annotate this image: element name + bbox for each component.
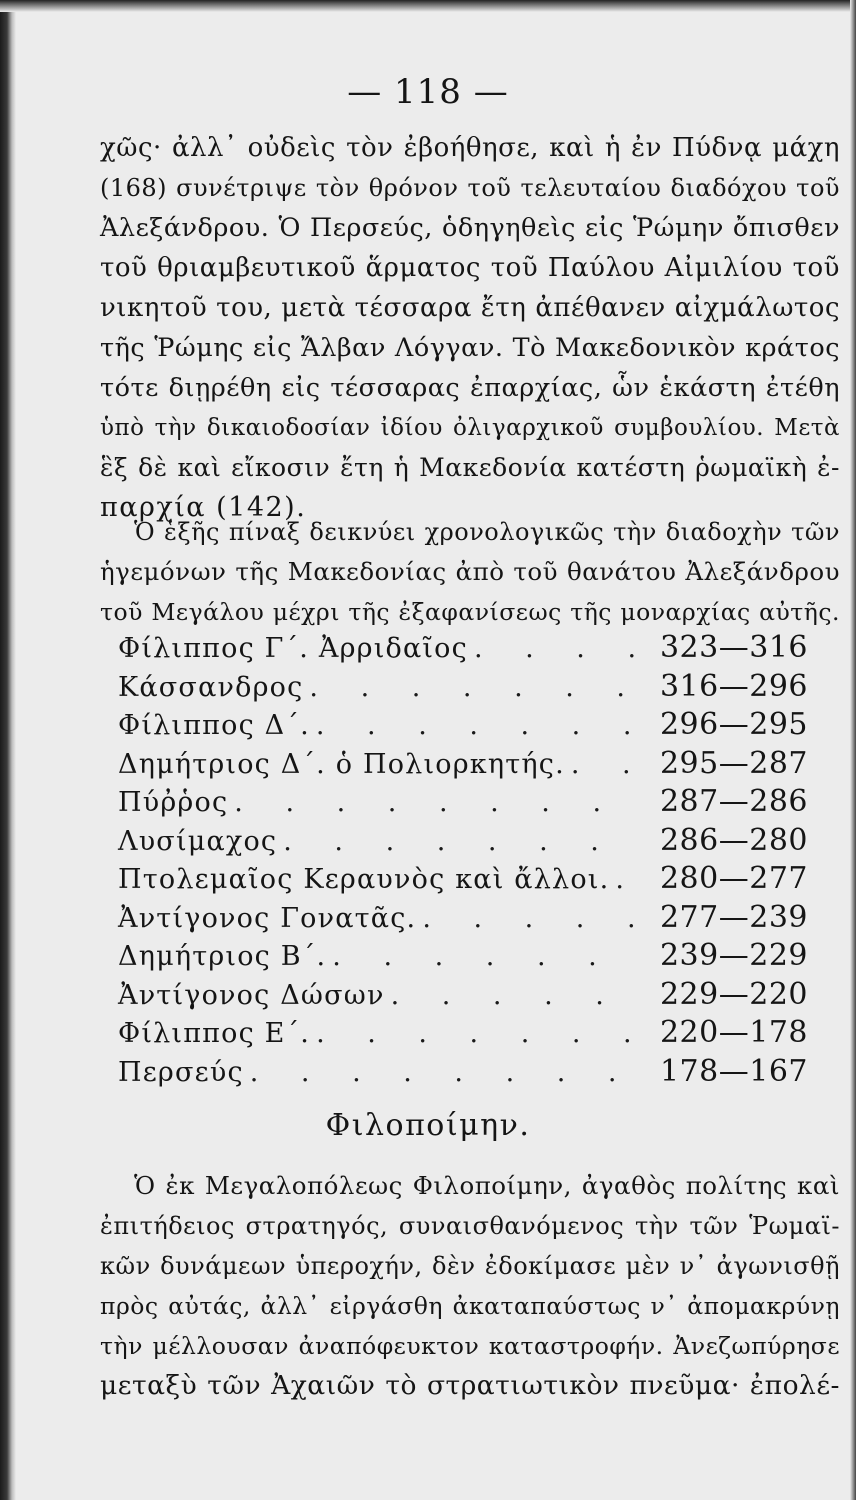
ruler-years: 287—286	[659, 784, 808, 819]
ruler-name: Δημήτριος Β΄.	[118, 941, 327, 972]
table-row	[118, 900, 808, 939]
ruler-name: Ἀντίγονος Γονατᾶς.	[118, 902, 417, 934]
table-row	[118, 1054, 808, 1093]
ruler-years: 280—277	[659, 861, 808, 896]
text-line: (168) συνέτριψε τὸν θρόνον τοῦ τελευταίου διαδόχου τοῦ	[100, 174, 840, 202]
ruler-name: Φίλιππος Δ΄.	[118, 710, 310, 741]
page-right-edge	[850, 0, 856, 1500]
dot-leader	[228, 787, 638, 818]
table-row	[118, 938, 808, 977]
paragraph-1	[100, 128, 840, 528]
ruler-years: 295—287	[659, 745, 808, 781]
text-line: ἡγεμόνων τῆς Μακεδονίας ἀπὸ τοῦ θανάτου Ἀλεξάνδρου	[100, 557, 840, 586]
text-line: τὴν μέλλουσαν ἀναπόφευκτον καταστροφήν. Ἀνεζωπύρησε	[100, 1332, 840, 1360]
ruler-years: 277—239	[659, 899, 808, 935]
ruler-years: 229—220	[659, 976, 808, 1012]
text-line: τῆς Ῥώμης εἰς Ἄλβαν Λόγγαν. Τὸ Μακεδονικὸν κράτος	[100, 333, 840, 363]
text-line: ἓξ δὲ καὶ εἴκοσιν ἔτη ἡ Μακεδονία κατέστη ῥωμαϊκὴ ἐ-	[100, 453, 840, 482]
dot-leader	[303, 672, 638, 703]
text-line: τοῦ Μεγάλου μέχρι τῆς ἐξαφανίσεως τῆς μοναρχίας αὐτῆς.	[100, 598, 840, 626]
table-row	[118, 630, 808, 669]
ruler-years: 323—316	[659, 630, 808, 665]
table-row	[118, 707, 808, 746]
ruler-name: Κάσσανδρος	[118, 671, 304, 703]
text-line: ὑπὸ τὴν δικαιοδοσίαν ἰδίου ὀλιγαρχικοῦ συμβουλίου. Μετὰ	[100, 415, 840, 441]
page-number: — 118 —	[347, 72, 509, 112]
dot-leader	[244, 1057, 638, 1088]
text-line: κῶν δυνάμεων ὑπεροχήν, δὲν ἐδοκίμασε μὲν ν᾽ ἀγωνισθῇ	[100, 1252, 840, 1280]
text-line: μεταξὺ τῶν Ἀχαιῶν τὸ στρατιωτικὸν πνεῦμα· ἐπολέ-	[100, 1370, 840, 1401]
paragraph-2	[100, 512, 840, 632]
rulers-table	[118, 630, 808, 1092]
ruler-years: 296—295	[659, 707, 808, 742]
ruler-years: 220—178	[659, 1015, 808, 1050]
ruler-name: Πύῤῥος	[118, 787, 229, 818]
text-line: χῶς· ἀλλ᾽ οὐδεὶς τὸν ἐβοήθησε, καὶ ἡ ἐν Πύδνᾳ μάχη	[100, 133, 840, 163]
paragraph-3	[100, 1166, 840, 1406]
dot-leader	[277, 826, 638, 857]
section-title: Φιλοποίμην.	[325, 1108, 531, 1143]
table-row	[118, 977, 808, 1016]
ruler-name: Δημήτριος Δ΄. ὁ Πολιορκητής.	[118, 748, 565, 780]
ruler-name: Ἀντίγονος Δώσων	[118, 979, 385, 1011]
page-top-edge	[0, 0, 856, 12]
dot-leader	[310, 710, 638, 741]
text-line: πρὸς αὐτάς, ἀλλ᾽ εἰργάσθη ἀκαταπαύστως ν᾽ ἀπομακρύνῃ	[100, 1292, 840, 1320]
dot-leader	[468, 633, 638, 664]
dot-leader	[385, 980, 638, 1011]
table-row	[118, 1015, 808, 1054]
ruler-years: 286—280	[659, 822, 808, 858]
table-row	[118, 669, 808, 708]
ruler-name: Φίλιππος Ε΄.	[118, 1018, 311, 1049]
text-line: Ὁ ἐκ Μεγαλοπόλεως Φιλοποίμην, ἀγαθὸς πολίτης καὶ	[134, 1171, 840, 1200]
table-row	[118, 746, 808, 785]
ruler-name: Περσεύς	[118, 1056, 244, 1088]
dot-leader	[416, 903, 638, 934]
ruler-name: Φίλιππος Γ΄. Ἀρριδαῖος	[118, 633, 468, 664]
text-line: τότε διῃρέθη εἰς τέσσαρας ἐπαρχίας, ὧν ἑκάστη ἐτέθη	[100, 373, 840, 403]
text-line: Ὁ ἑξῆς πίναξ δεικνύει χρονολογικῶς τὴν διαδοχὴν τῶν	[134, 518, 840, 546]
ruler-years: 316—296	[659, 668, 808, 704]
dot-leader	[310, 1018, 638, 1049]
ruler-name: Λυσίμαχος	[118, 825, 278, 857]
text-line: Ἀλεξάνδρου. Ὁ Περσεύς, ὁδηγηθεὶς εἰς Ῥώμην ὄπισθεν	[100, 213, 840, 243]
table-row	[118, 861, 808, 900]
dot-leader	[565, 749, 638, 780]
ruler-years: 178—167	[659, 1053, 808, 1089]
ruler-name: Πτολεμαῖος Κεραυνὸς καὶ ἄλλοι.	[118, 864, 610, 895]
dot-leader	[609, 864, 638, 895]
table-row	[118, 784, 808, 823]
table-row	[118, 823, 808, 862]
text-line: τοῦ θριαμβευτικοῦ ἅρματος τοῦ Παύλου Αἰμιλίου τοῦ	[100, 253, 840, 283]
dot-leader	[326, 941, 638, 972]
text-line: παρχία (142).	[100, 492, 307, 523]
page-left-edge	[0, 0, 16, 1500]
text-line: ἐπιτήδειος στρατηγός, συναισθανόμενος τὴν τῶν Ῥωμαϊ-	[100, 1212, 840, 1240]
ruler-years: 239—229	[659, 938, 808, 973]
text-line: νικητοῦ του, μετὰ τέσσαρα ἔτη ἀπέθανεν αἰχμάλωτος	[100, 293, 840, 323]
